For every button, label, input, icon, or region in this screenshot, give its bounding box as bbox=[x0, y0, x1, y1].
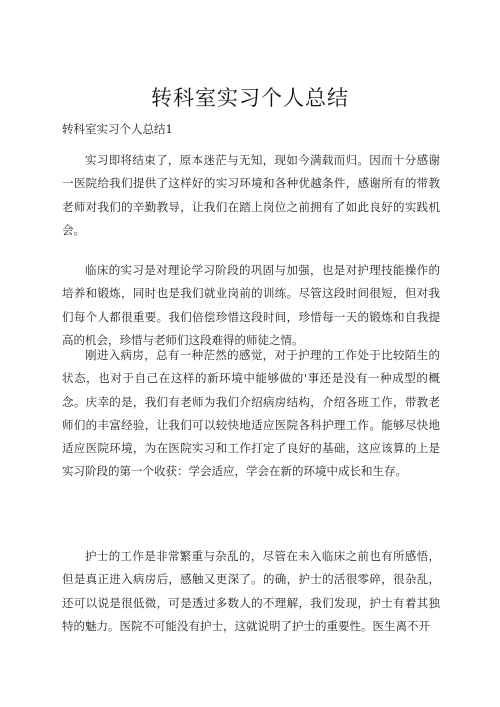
paragraph-1: 实习即将结束了，原本迷茫与无知，现如今满载而归。因而十分感谢一医院给我们提供了这样好的实习环境和各种优越条件，感谢所有的带教老师对我们的辛勤教导，让我们在踏上岗位之前拥有了如此良好的实践机会。 bbox=[62, 153, 440, 237]
document-subtitle: 转科室实习个人总结1 bbox=[62, 122, 173, 136]
paragraph-4: 护士的工作是非常繁重与杂乱的，尽管在未入临床之前也有所感悟，但是真正进入病房后，感触又更深了。的确，护士的活很零碎，很杂乱，还可以说是很低微，可是透过多数人的不理解，我们发现，护士有着其独特的魅力。医院不可能没有护士，这就说明了护士的重要性。医生离不开 bbox=[62, 549, 440, 633]
paragraph-3: 刚进入病房，总有一种茫然的感觉，对于护理的工作处于比较陌生的状态，也对于自己在这样的新环境中能够做的'事还是没有一种成型的概念。庆幸的是，我们有老师为我们介绍病房结构，介绍各班工作，带教老师们的丰富经验，让我们可以较快地适应医院各科护理工作。能够尽快地适应医院环境，为在医院实习和工作打定了良好的基础，这应该算的上是实习阶段的第一个收获：学会适应，学会在新的环境中成长和生存。 bbox=[62, 348, 440, 479]
document-title: 转科室实习个人总结 bbox=[151, 86, 349, 110]
paragraph-2: 临床的实习是对理论学习阶段的巩固与加强，也是对护理技能操作的培养和锻炼，同时也是我们就业岗前的训练。尽管这段时间很短，但对我们每个人都很重要。我们倍偿珍惜这段时间，珍惜每一天的锻炼和自我提高的机会，珍惜与老师们这段难得的师徒之情。 bbox=[62, 263, 440, 347]
